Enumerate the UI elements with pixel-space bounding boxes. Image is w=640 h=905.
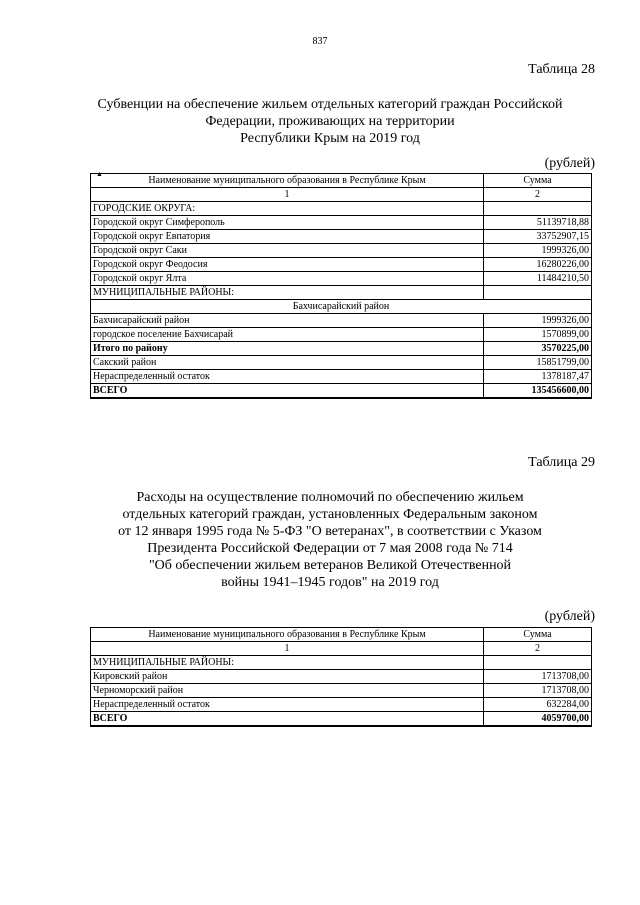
subtotal-row xyxy=(91,342,592,356)
table-row xyxy=(91,314,592,328)
row-name: Сакский район xyxy=(91,356,484,370)
row-sum xyxy=(484,286,592,300)
row-name: Черноморский район xyxy=(91,684,484,698)
table-index-row xyxy=(91,642,592,656)
table-row xyxy=(91,286,592,300)
table-29-title-line: Президента Российской Федерации от 7 мая 2008 года № 714 xyxy=(147,541,513,556)
section-name: Бахчисарайский район xyxy=(91,300,592,314)
row-sum: 1713708,00 xyxy=(484,670,592,684)
row-name: Городской округ Феодосия xyxy=(91,258,484,272)
table-row xyxy=(91,216,592,230)
row-sum: 11484210,50 xyxy=(484,272,592,286)
row-sum: 632284,00 xyxy=(484,698,592,712)
table-28-title-line: Субвенции на обеспечение жильем отдельных категорий граждан Российской xyxy=(97,97,563,112)
header-sum-cell: Сумма xyxy=(484,174,592,188)
table-29-unit: (рублей) xyxy=(544,609,595,624)
table-28 xyxy=(90,173,592,399)
table-28-label: Таблица 28 xyxy=(528,62,595,77)
row-sum: 1999326,00 xyxy=(484,244,592,258)
row-name: городское поселение Бахчисарай xyxy=(91,328,484,342)
row-name: Нераспределенный остаток xyxy=(91,370,484,384)
table-row xyxy=(91,656,592,670)
index-name-cell: 1 xyxy=(91,188,484,202)
row-name: ГОРОДСКИЕ ОКРУГА: xyxy=(91,202,484,216)
row-sum: 1378187,47 xyxy=(484,370,592,384)
row-name: Городской округ Евпатория xyxy=(91,230,484,244)
total-row xyxy=(91,712,592,727)
table-29-title xyxy=(60,489,600,591)
table-row xyxy=(91,370,592,384)
header-name-cell: Наименование муниципального образования в Республике Крым xyxy=(91,628,484,642)
row-sum: 1999326,00 xyxy=(484,314,592,328)
index-sum-cell: 2 xyxy=(484,188,592,202)
row-sum: 135456600,00 xyxy=(484,384,592,399)
row-sum: 3570225,00 xyxy=(484,342,592,356)
table-29-title-line: отдельных категорий граждан, установленных Федеральным законом xyxy=(122,507,538,522)
table-29-title-line: войны 1941–1945 годов" на 2019 год xyxy=(221,575,439,590)
table-28-title-line: Федерации, проживающих на территории xyxy=(205,114,455,129)
row-sum: 33752907,15 xyxy=(484,230,592,244)
table-row xyxy=(91,684,592,698)
table-row xyxy=(91,244,592,258)
row-name: Кировский район xyxy=(91,670,484,684)
row-sum: 4059700,00 xyxy=(484,712,592,727)
row-name: Городской округ Ялта xyxy=(91,272,484,286)
row-sum: 16280226,00 xyxy=(484,258,592,272)
row-name: Городской округ Саки xyxy=(91,244,484,258)
table-29 xyxy=(90,627,592,727)
table-29-title-line: "Об обеспечении жильем ветеранов Великой Отечественной xyxy=(148,558,512,573)
table-row xyxy=(91,258,592,272)
table-row xyxy=(91,328,592,342)
table-row xyxy=(91,272,592,286)
table-28-title-line: Республики Крым на 2019 год xyxy=(240,131,420,146)
table-row xyxy=(91,356,592,370)
row-sum: 1713708,00 xyxy=(484,684,592,698)
table-header-row xyxy=(91,174,592,188)
index-name-cell: 1 xyxy=(91,642,484,656)
row-name: ВСЕГО xyxy=(91,384,484,399)
table-header-row xyxy=(91,628,592,642)
row-name: Городской округ Симферополь xyxy=(91,216,484,230)
table-29-title-line: от 12 января 1995 года № 5-ФЗ "О ветеранах", в соответствии с Указом xyxy=(118,524,542,539)
index-sum-cell: 2 xyxy=(484,642,592,656)
row-sum xyxy=(484,202,592,216)
table-29-label: Таблица 29 xyxy=(528,455,595,470)
table-28-title xyxy=(60,96,600,147)
header-sum-cell: Сумма xyxy=(484,628,592,642)
header-name-cell: Наименование муниципального образования в Республике Крым xyxy=(91,174,484,188)
row-name: МУНИЦИПАЛЬНЫЕ РАЙОНЫ: xyxy=(91,656,484,670)
table-row xyxy=(91,202,592,216)
row-sum xyxy=(484,656,592,670)
row-name: Итого по району xyxy=(91,342,484,356)
row-sum: 15851799,00 xyxy=(484,356,592,370)
table-29-title-line: Расходы на осуществление полномочий по обеспечению жильем xyxy=(136,490,524,505)
row-name: Нераспределенный остаток xyxy=(91,698,484,712)
table-section-row xyxy=(91,300,592,314)
row-name: Бахчисарайский район xyxy=(91,314,484,328)
row-name: ВСЕГО xyxy=(91,712,484,727)
table-index-row xyxy=(91,188,592,202)
table-row xyxy=(91,670,592,684)
table-row xyxy=(91,230,592,244)
table-28-unit: (рублей) xyxy=(544,156,595,171)
total-row xyxy=(91,384,592,399)
table-row xyxy=(91,698,592,712)
stray-mark: ▲ xyxy=(96,170,103,178)
row-name: МУНИЦИПАЛЬНЫЕ РАЙОНЫ: xyxy=(91,286,484,300)
page-number: 837 xyxy=(312,36,328,47)
row-sum: 51139718,88 xyxy=(484,216,592,230)
row-sum: 1570899,00 xyxy=(484,328,592,342)
